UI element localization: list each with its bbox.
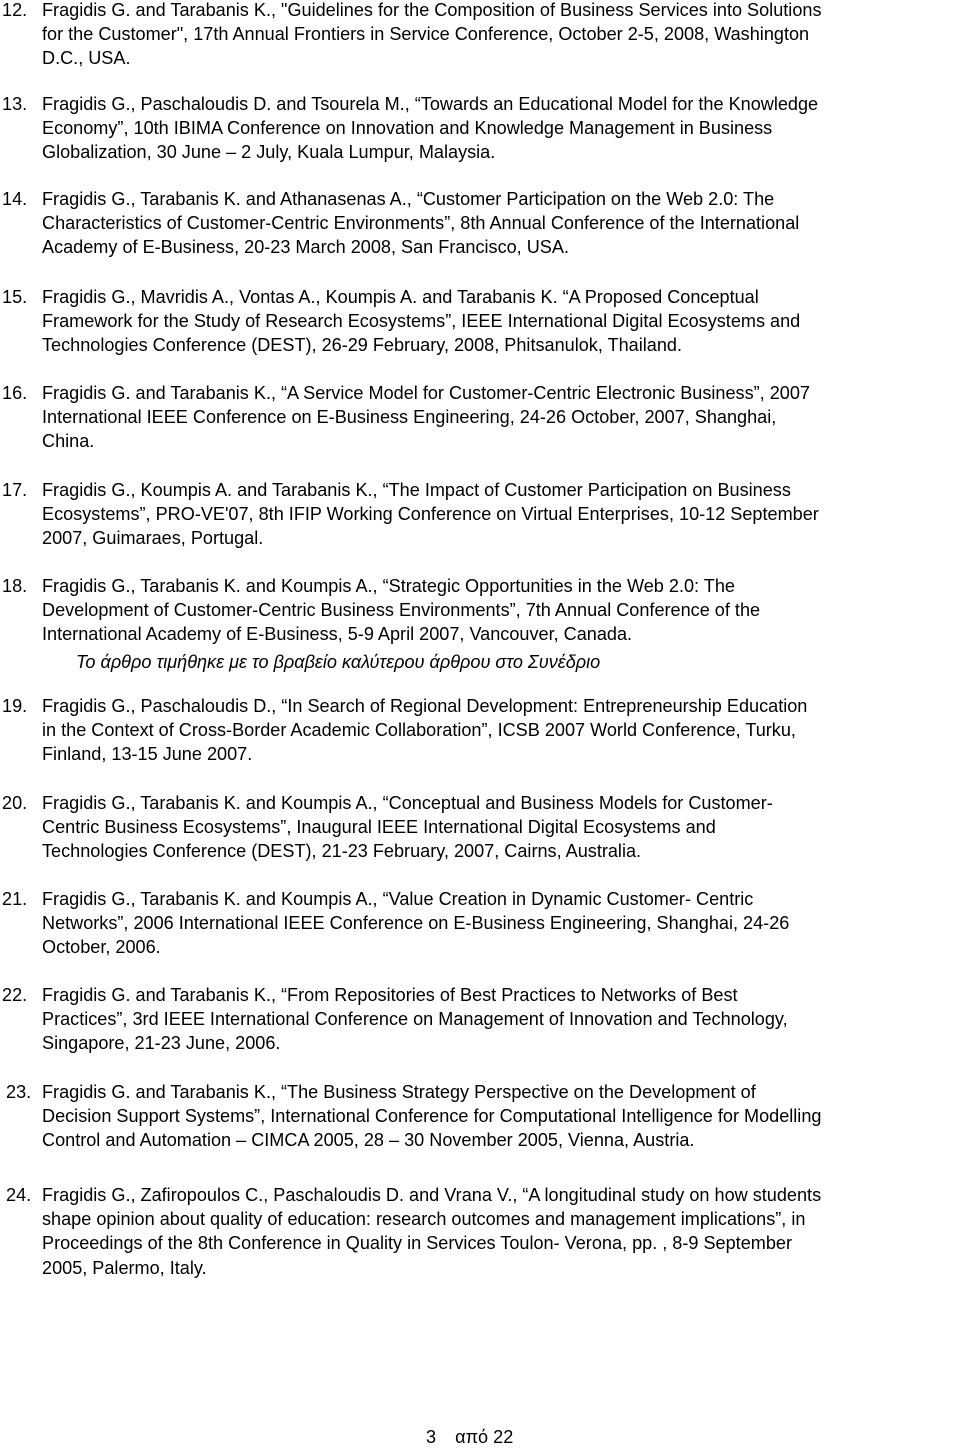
reference-number: 23. bbox=[6, 1082, 32, 1102]
reference-number: 16. bbox=[2, 383, 28, 403]
reference-text-line: International Academy of E-Business, 5-9 April 2007, Vancouver, Canada. bbox=[42, 624, 633, 645]
reference-text-line: Fragidis G. and Tarabanis K., "Guidelines for the Composition of Business Services into Solutions bbox=[42, 0, 822, 20]
reference-text-line: Singapore, 21-23 June, 2006. bbox=[42, 1033, 281, 1054]
reference-number: 20. bbox=[2, 793, 28, 813]
reference-text-line: Globalization, 30 June – 2 July, Kuala Lumpur, Malaysia. bbox=[42, 142, 496, 163]
reference-text-line: for the Customer", 17th Annual Frontiers in Service Conference, October 2-5, 2008, Washington bbox=[42, 24, 810, 45]
reference-number: 15. bbox=[2, 287, 28, 307]
reference-text-line: Ecosystems”, PRO-VE'07, 8th IFIP Working Conference on Virtual Enterprises, 10-12 September bbox=[42, 504, 819, 525]
reference-text-line: Fragidis G. and Tarabanis K., “A Service Model for Customer-Centric Electronic Business”, 2007 bbox=[42, 383, 810, 403]
reference-text-line: Characteristics of Customer-Centric Environments”, 8th Annual Conference of the International bbox=[42, 213, 800, 234]
reference-text-line: Practices”, 3rd IEEE International Conference on Management of Innovation and Technology, bbox=[42, 1009, 788, 1030]
reference-text-line: October, 2006. bbox=[42, 937, 161, 958]
reference-number: 21. bbox=[2, 889, 28, 909]
reference-number: 14. bbox=[2, 189, 28, 209]
reference-text-line: China. bbox=[42, 431, 95, 452]
reference-text-line: Fragidis G., Paschaloudis D. and Tsourela M., “Towards an Educational Model for the Knowledge bbox=[42, 94, 819, 114]
reference-text-line: Technologies Conference (DEST), 26-29 February, 2008, Phitsanulok, Thailand. bbox=[42, 335, 683, 356]
reference-text-line: 2007, Guimaraes, Portugal. bbox=[42, 528, 264, 549]
award-note: Το άρθρο τιμήθηκε με το βραβείο καλύτερου άρθρου στο Συνέδριο bbox=[76, 652, 601, 672]
reference-text-line: Framework for the Study of Research Ecosystems”, IEEE International Digital Ecosystems and bbox=[42, 311, 801, 332]
reference-text-line: International IEEE Conference on E-Business Engineering, 24-26 October, 2007, Shanghai, bbox=[42, 407, 777, 428]
reference-text-line: in the Context of Cross-Border Academic Collaboration”, ICSB 2007 World Conference, Turku, bbox=[42, 720, 796, 741]
reference-text-line: Finland, 13-15 June 2007. bbox=[42, 744, 253, 765]
reference-text-line: Control and Automation – CIMCA 2005, 28 – 30 November 2005, Vienna, Austria. bbox=[42, 1130, 695, 1151]
page-number: 3 bbox=[426, 1427, 437, 1447]
reference-text-line: Fragidis G., Paschaloudis D., “In Search of Regional Development: Entrepreneurship Education bbox=[42, 696, 808, 716]
reference-text-line: D.C., USA. bbox=[42, 48, 131, 69]
reference-text-line: Fragidis G. and Tarabanis K., “The Business Strategy Perspective on the Development of bbox=[42, 1082, 756, 1102]
reference-text-line: Fragidis G., Tarabanis K. and Athanasenas A., “Customer Participation on the Web 2.0: The bbox=[42, 189, 775, 209]
page-total: από 22 bbox=[455, 1427, 514, 1447]
reference-text-line: Fragidis G. and Tarabanis K., “From Repositories of Best Practices to Networks of Best bbox=[42, 985, 738, 1005]
reference-text-line: Fragidis G., Zafiropoulos C., Paschaloudis D. and Vrana V., “A longitudinal study on how students bbox=[42, 1185, 822, 1205]
reference-text-line: Centric Business Ecosystems”, Inaugural IEEE International Digital Ecosystems and bbox=[42, 817, 716, 838]
reference-text-line: Technologies Conference (DEST), 21-23 February, 2007, Cairns, Australia. bbox=[42, 841, 642, 862]
reference-number: 22. bbox=[2, 985, 28, 1005]
reference-number: 19. bbox=[2, 696, 28, 716]
reference-text-line: Fragidis G., Mavridis A., Vontas A., Koumpis A. and Tarabanis K. “A Proposed Conceptual bbox=[42, 287, 759, 307]
reference-number: 24. bbox=[6, 1185, 32, 1205]
reference-number: 12. bbox=[2, 0, 28, 20]
reference-text-line: Networks”, 2006 International IEEE Conference on E-Business Engineering, Shanghai, 24-26 bbox=[42, 913, 790, 934]
reference-text-line: Fragidis G., Tarabanis K. and Koumpis A., “Value Creation in Dynamic Customer- Centric bbox=[42, 889, 754, 909]
reference-text-line: Fragidis G., Tarabanis K. and Koumpis A., “Strategic Opportunities in the Web 2.0: The bbox=[42, 576, 735, 596]
reference-text-line: Academy of E-Business, 20-23 March 2008, San Francisco, USA. bbox=[42, 237, 569, 258]
reference-number: 13. bbox=[2, 94, 28, 114]
reference-text-line: shape opinion about quality of education: research outcomes and management implications”, in bbox=[42, 1209, 806, 1230]
reference-number: 17. bbox=[2, 480, 28, 500]
reference-number: 18. bbox=[2, 576, 28, 596]
reference-text-line: 2005, Palermo, Italy. bbox=[42, 1257, 207, 1278]
reference-text-line: Fragidis G., Koumpis A. and Tarabanis K., “The Impact of Customer Participation on Business bbox=[42, 480, 791, 500]
reference-text-line: Development of Customer-Centric Business Environments”, 7th Annual Conference of the bbox=[42, 600, 761, 621]
reference-text-line: Economy”, 10th IBIMA Conference on Innovation and Knowledge Management in Business bbox=[42, 118, 773, 139]
reference-text-line: Decision Support Systems”, International Conference for Computational Intelligence for Modelling bbox=[42, 1106, 822, 1127]
reference-text-line: Proceedings of the 8th Conference in Quality in Services Toulon- Verona, pp. , 8-9 September bbox=[42, 1233, 792, 1254]
reference-text-line: Fragidis G., Tarabanis K. and Koumpis A., “Conceptual and Business Models for Customer- bbox=[42, 793, 773, 813]
page-footer bbox=[426, 1425, 513, 1449]
